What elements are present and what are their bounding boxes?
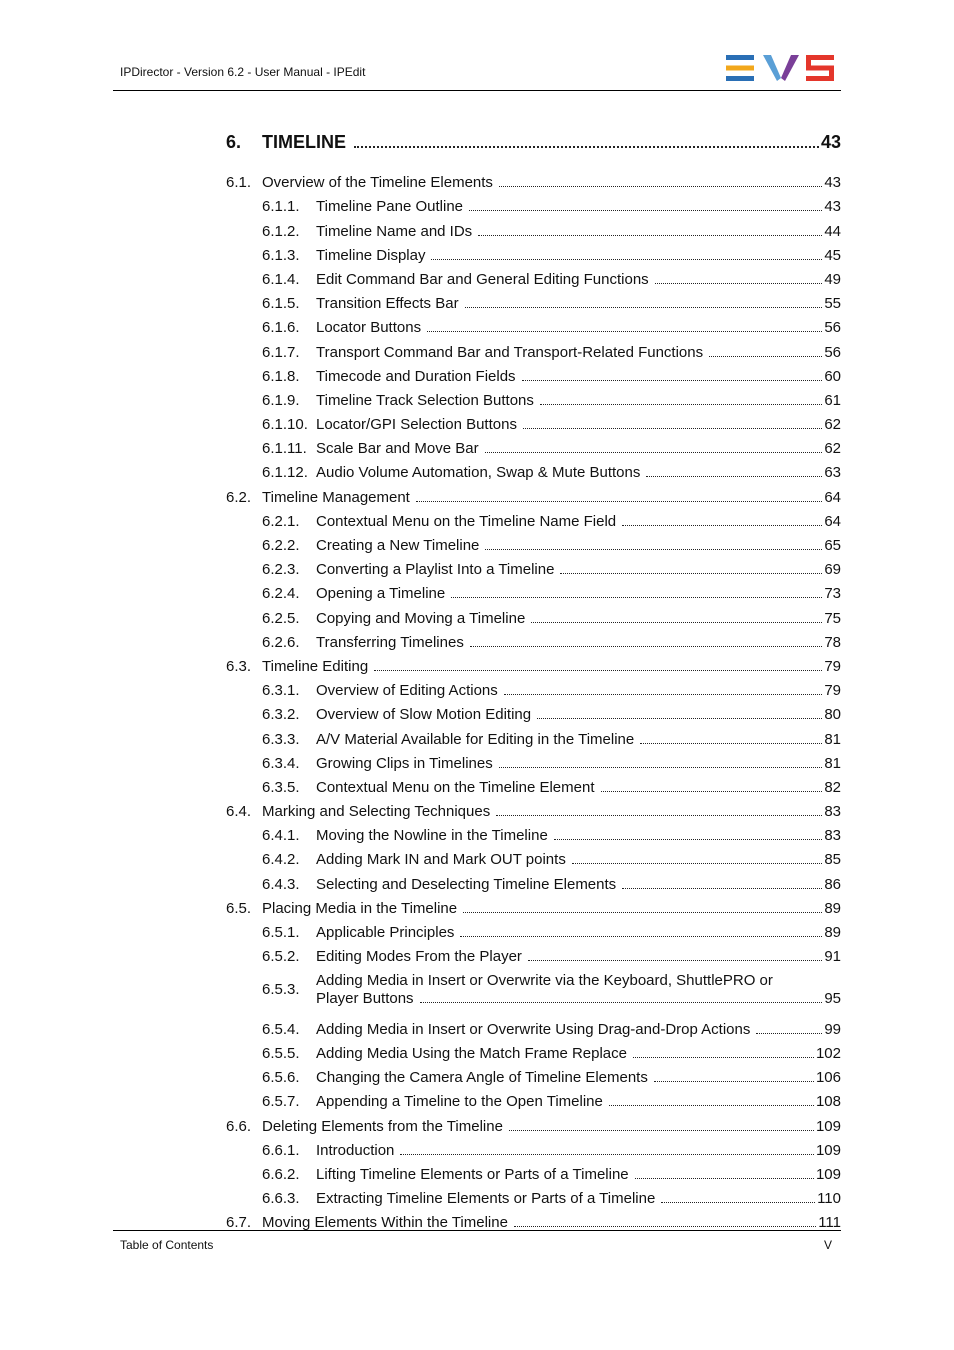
dot-leader (509, 1130, 814, 1131)
toc-entry-page: 43 (824, 198, 841, 216)
toc-entry[interactable] (226, 386, 841, 410)
toc-entry[interactable] (226, 265, 841, 289)
toc-entry-title: Transition Effects Bar (316, 295, 459, 313)
toc-entry[interactable] (226, 362, 841, 386)
toc-entry-page: 62 (824, 440, 841, 458)
toc-entry[interactable] (226, 337, 841, 361)
toc-entry[interactable] (226, 458, 841, 482)
toc-entry-page: 56 (824, 319, 841, 337)
toc-entry-page: 79 (824, 682, 841, 700)
toc-entry-title: Transport Command Bar and Transport-Related Functions (316, 343, 704, 361)
toc-entry[interactable] (226, 845, 841, 869)
toc-entry-title-block (316, 972, 841, 1008)
toc-entry-title: Moving the Nowline in the Timeline (316, 827, 548, 845)
toc-entry-number: 6.2.5. (262, 609, 300, 627)
toc-entry-title: Timeline Pane Outline (316, 198, 464, 216)
toc-entry-page: 56 (824, 343, 841, 361)
toc-entry-title: Extracting Timeline Elements or Parts of a Timeline (316, 1190, 656, 1208)
toc-entry-title: Placing Media in the Timeline (262, 899, 458, 917)
toc-entry-page: 49 (824, 270, 841, 288)
dot-leader (496, 815, 822, 816)
toc-entry-title: Timecode and Duration Fields (316, 367, 516, 385)
toc-entry-number: 6.2.2. (262, 537, 300, 554)
toc-entry-number: 6.1. (226, 174, 252, 192)
toc-entry-title: Appending a Timeline to the Open Timeline (316, 1093, 603, 1111)
toc-entry-title: Deleting Elements from the Timeline (262, 1117, 503, 1135)
toc-entry-page: 79 (824, 657, 841, 675)
toc-entry[interactable] (226, 289, 841, 313)
toc-entry-title: Lifting Timeline Elements or Parts of a Timeline (316, 1165, 629, 1183)
dot-leader (537, 718, 822, 719)
toc-entry[interactable] (226, 531, 841, 555)
dot-leader (427, 331, 822, 332)
toc-entry-title: Transferring Timelines (316, 633, 464, 651)
toc-entry-number: 6.7. (226, 1214, 252, 1232)
toc-entry-title: Contextual Menu on the Timeline Name Field (316, 512, 617, 530)
toc-entry-number: 6.1.1. (262, 198, 300, 216)
toc-entry-number: 6.1.4. (262, 270, 300, 288)
toc-entry-number: 6.5.1. (262, 924, 300, 941)
toc-entry-page: 80 (824, 706, 841, 724)
toc-entry-number: 6.5.4. (262, 1020, 300, 1038)
toc-entry-title: Overview of Editing Actions (316, 682, 498, 700)
toc-entry-number: 6.5.2. (262, 948, 300, 966)
toc-entry-number: 6.4. (226, 803, 252, 821)
toc-entry[interactable] (226, 749, 841, 773)
toc-entry-page: 109 (815, 1141, 841, 1159)
toc-entry-number: 6.3.3. (262, 730, 300, 748)
dot-leader (431, 259, 822, 260)
toc-entry[interactable] (226, 652, 841, 676)
toc-entry-page: 78 (824, 633, 841, 651)
chapter-number: 6. (226, 132, 242, 152)
toc-entry-page: 43 (824, 174, 841, 192)
toc-entry-title: Adding Media Using the Match Frame Replace (316, 1044, 627, 1062)
toc-entry-number: 6.2.4. (262, 585, 300, 603)
toc-entry-number: 6.3.1. (262, 682, 300, 700)
dot-leader (654, 1081, 814, 1082)
toc-entry[interactable] (226, 1015, 841, 1039)
toc-entry[interactable] (226, 942, 841, 966)
toc-entry[interactable] (226, 797, 841, 821)
toc-entry-title: Copying and Moving a Timeline (316, 609, 526, 627)
toc-entry-title: Contextual Menu on the Timeline Element (316, 778, 595, 796)
chapter-title: TIMELINE (262, 132, 346, 152)
toc-entry[interactable] (226, 1184, 841, 1208)
toc-entry-page: 64 (824, 512, 841, 530)
toc-entry[interactable] (226, 773, 841, 797)
toc-entry-title: Adding Media in Insert or Overwrite via the Keyboard, ShuttlePRO or (316, 972, 773, 990)
dot-leader (499, 767, 823, 768)
toc-entry[interactable] (226, 1087, 841, 1111)
toc-entry-page: 81 (824, 754, 841, 772)
chapter-page: 43 (820, 132, 841, 152)
dot-leader (528, 960, 822, 961)
toc-entry-page: 89 (824, 924, 841, 941)
toc-entry-page: 82 (824, 778, 841, 796)
toc-entry[interactable] (226, 918, 841, 942)
toc-entry[interactable] (226, 1208, 841, 1232)
chapter-heading[interactable] (226, 132, 841, 156)
toc-entry-page: 60 (824, 367, 841, 385)
dot-leader (451, 597, 822, 598)
toc-entry-number: 6.2. (226, 488, 252, 506)
toc-entry-number: 6.1.10. (262, 416, 308, 434)
toc-entry[interactable] (226, 676, 841, 700)
dot-leader (463, 912, 822, 913)
toc-entry-title: Audio Volume Automation, Swap & Mute Buttons (316, 464, 641, 482)
dot-leader (354, 146, 819, 148)
dot-leader (633, 1057, 814, 1058)
toc-entry-number: 6.6.2. (262, 1165, 300, 1183)
dot-leader (460, 936, 822, 937)
toc-entry-number: 6.1.5. (262, 295, 300, 313)
toc-entry[interactable] (226, 869, 841, 893)
toc-entry-page: 83 (824, 803, 841, 821)
toc-entry[interactable] (226, 216, 841, 240)
toc-entry-title: Player Buttons (316, 990, 414, 1008)
toc-entry-title: Overview of the Timeline Elements (262, 174, 493, 192)
dot-leader (709, 356, 822, 357)
toc-entry[interactable] (226, 821, 841, 845)
toc-entry-title: Edit Command Bar and General Editing Functions (316, 270, 649, 288)
evs-logo (726, 54, 836, 82)
dot-leader (661, 1202, 815, 1203)
toc-entry[interactable] (226, 1063, 841, 1087)
toc-entry-number: 6.3. (226, 657, 252, 675)
toc-entry-page: 65 (824, 537, 841, 554)
dot-leader (514, 1226, 816, 1227)
toc-entry-number: 6.1.3. (262, 246, 300, 264)
header-rule (113, 90, 841, 91)
toc-entry-number: 6.2.1. (262, 512, 300, 530)
toc-entry-page: 55 (824, 295, 841, 313)
dot-leader (601, 791, 823, 792)
dot-leader (646, 476, 822, 477)
toc-entry-title: Timeline Name and IDs (316, 222, 473, 240)
toc-entry-title: Timeline Track Selection Buttons (316, 391, 534, 409)
dot-leader (400, 1154, 814, 1155)
toc-entry-title: Locator/GPI Selection Buttons (316, 416, 517, 434)
dot-leader (470, 646, 822, 647)
toc-entry[interactable] (226, 507, 841, 531)
toc-entry-title: Converting a Playlist Into a Timeline (316, 561, 555, 579)
toc-entry[interactable] (226, 628, 841, 652)
dot-leader (522, 380, 823, 381)
dot-leader (531, 622, 822, 623)
dot-leader (622, 888, 822, 889)
toc-entry-page: 45 (824, 246, 841, 264)
header-title: IPDirector - Version 6.2 - User Manual - IPEdit (120, 65, 366, 79)
toc-entry[interactable] (226, 1160, 841, 1184)
dot-leader (469, 210, 822, 211)
toc-entry-title: Applicable Principles (316, 924, 455, 941)
toc-entry-page: 110 (817, 1190, 841, 1208)
toc-entry-title: Adding Mark IN and Mark OUT points (316, 851, 566, 869)
toc-entry[interactable] (226, 241, 841, 265)
toc-entry-number: 6.3.5. (262, 778, 300, 796)
toc-entry-page: 108 (815, 1093, 841, 1111)
toc-entry[interactable] (226, 313, 841, 337)
dot-leader (478, 235, 822, 236)
toc-entry[interactable] (226, 482, 841, 506)
toc-entry-number: 6.5.7. (262, 1093, 300, 1111)
toc-entry[interactable] (226, 603, 841, 627)
dot-leader (416, 501, 822, 502)
toc-entry-page: 86 (824, 875, 841, 893)
toc-entry-number: 6.3.4. (262, 754, 300, 772)
toc-entry-number: 6.1.11. (262, 440, 307, 458)
toc-entry-number: 6.1.9. (262, 391, 300, 409)
toc-entry[interactable] (226, 966, 841, 1014)
toc-entry-number: 6.5.5. (262, 1044, 300, 1062)
toc-entry-page: 99 (824, 1020, 841, 1038)
toc-entry[interactable] (226, 168, 841, 192)
dot-leader (485, 452, 823, 453)
toc-entry[interactable] (226, 1111, 841, 1135)
toc-entry-page: 111 (818, 1214, 841, 1232)
toc-entry-page: 85 (824, 851, 841, 869)
dot-leader (540, 404, 822, 405)
toc-entry-title: Adding Media in Insert or Overwrite Using Drag-and-Drop Actions (316, 1020, 751, 1038)
dot-leader (420, 1002, 823, 1003)
toc-entry-title: Creating a New Timeline (316, 537, 480, 554)
toc-entry-title: Selecting and Deselecting Timeline Elements (316, 875, 617, 893)
toc-entry-page: 61 (824, 391, 841, 409)
toc-entry-number: 6.4.1. (262, 827, 300, 845)
toc-entry-number: 6.1.12. (262, 464, 308, 482)
toc-entry-page: 62 (824, 416, 841, 434)
dot-leader (609, 1105, 814, 1106)
toc-entry-page: 44 (824, 222, 841, 240)
toc-entry-title: Overview of Slow Motion Editing (316, 706, 532, 724)
toc-entry-number: 6.5.3. (262, 981, 300, 999)
toc-entry-title: Changing the Camera Angle of Timeline Elements (316, 1069, 648, 1087)
toc-entry-page: 63 (824, 464, 841, 482)
toc-entry[interactable] (226, 1039, 841, 1063)
dot-leader (523, 428, 822, 429)
toc-entry-page: 109 (815, 1165, 841, 1183)
toc-entry-page: 106 (815, 1069, 841, 1087)
dot-leader (374, 670, 822, 671)
toc-entry-title: Marking and Selecting Techniques (262, 803, 491, 821)
toc-entry-title: Timeline Display (316, 246, 426, 264)
toc-entry-number: 6.5.6. (262, 1069, 300, 1087)
dot-leader (560, 573, 822, 574)
dot-leader (756, 1033, 822, 1034)
toc-entry-page: 81 (824, 730, 841, 748)
dot-leader (622, 525, 822, 526)
toc-entry-page: 75 (824, 609, 841, 627)
toc-entry[interactable] (226, 724, 841, 748)
dot-leader (572, 863, 822, 864)
toc-entry-title: Growing Clips in Timelines (316, 754, 493, 772)
dot-leader (554, 839, 823, 840)
toc-entry-number: 6.2.6. (262, 633, 300, 651)
toc-entry-title: Moving Elements Within the Timeline (262, 1214, 508, 1232)
toc-entry-number: 6.2.3. (262, 561, 300, 579)
dot-leader (465, 307, 823, 308)
footer-section: Table of Contents (120, 1238, 214, 1252)
toc-entry-page: 64 (824, 488, 841, 506)
toc-entry[interactable] (226, 192, 841, 216)
dot-leader (655, 283, 823, 284)
toc-entry-title: Locator Buttons (316, 319, 422, 337)
toc-entry[interactable] (226, 579, 841, 603)
toc-entry-page: 83 (824, 827, 841, 845)
toc-entry-title: A/V Material Available for Editing in the Timeline (316, 730, 635, 748)
toc-entry[interactable] (226, 700, 841, 724)
toc-entry-number: 6.4.3. (262, 875, 300, 893)
toc-entry[interactable] (226, 1136, 841, 1160)
toc-entry-page: 69 (824, 561, 841, 579)
toc-entry-number: 6.6. (226, 1117, 252, 1135)
toc-entry-number: 6.6.3. (262, 1190, 300, 1208)
toc-entry-title: Timeline Management (262, 488, 410, 506)
page-number: V (824, 1238, 833, 1252)
dot-leader (640, 743, 822, 744)
toc-entry-number: 6.6.1. (262, 1141, 300, 1159)
toc-entry-title: Scale Bar and Move Bar (316, 440, 479, 458)
toc-entry-number: 6.4.2. (262, 851, 300, 869)
toc-entry-page: 73 (824, 585, 841, 603)
toc-entry-page: 109 (815, 1117, 841, 1135)
toc-entry-title: Introduction (316, 1141, 395, 1159)
toc-entry-number: 6.5. (226, 899, 252, 917)
toc-entry[interactable] (226, 410, 841, 434)
dot-leader (485, 549, 822, 550)
toc-entry[interactable] (226, 434, 841, 458)
toc-entry-number: 6.1.8. (262, 367, 300, 385)
toc-entry-page: 91 (824, 948, 841, 966)
toc-entry-page: 102 (815, 1044, 841, 1062)
toc-entry-title: Timeline Editing (262, 657, 369, 675)
toc-entry-title: Editing Modes From the Player (316, 948, 522, 966)
toc-list (226, 168, 841, 1232)
dot-leader (504, 694, 823, 695)
toc-entry-number: 6.1.2. (262, 222, 300, 240)
toc-entry-page: 89 (824, 899, 841, 917)
toc-entry-number: 6.1.6. (262, 319, 300, 337)
footer-rule (113, 1230, 841, 1231)
toc-entry-number: 6.3.2. (262, 706, 300, 724)
toc-entry-number: 6.1.7. (262, 343, 300, 361)
toc-entry[interactable] (226, 894, 841, 918)
dot-leader (635, 1178, 814, 1179)
toc-entry-title: Opening a Timeline (316, 585, 446, 603)
toc-entry-page: 95 (824, 990, 841, 1008)
toc-entry[interactable] (226, 555, 841, 579)
dot-leader (499, 186, 822, 187)
